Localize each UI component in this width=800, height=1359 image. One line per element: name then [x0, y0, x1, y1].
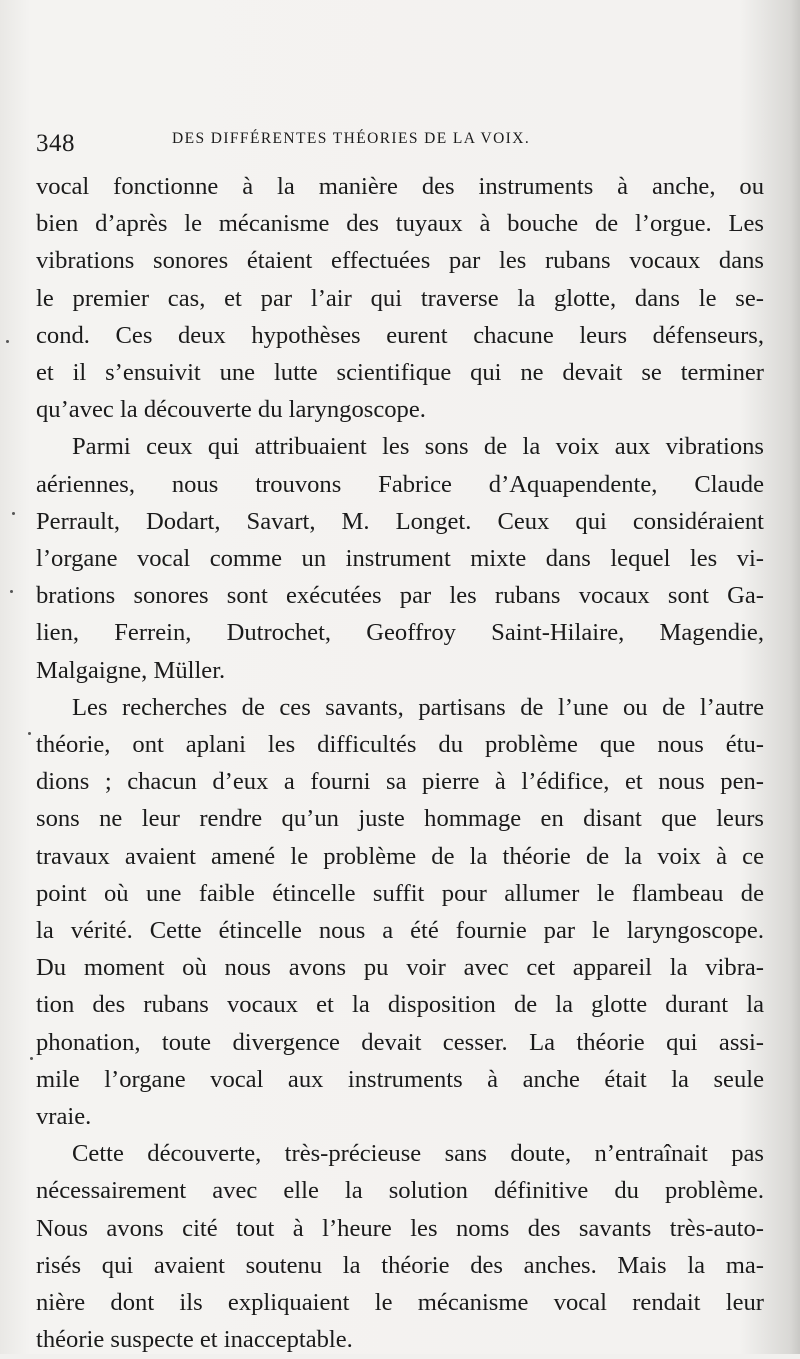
text-line: travaux avaient amené le problème de la théorie de la voix à ce — [36, 842, 764, 870]
text-line: Parmi ceux qui attribuaient les sons de la voix aux vibrations — [72, 433, 764, 461]
text-line: Perrault, Dodart, Savart, M. Longet. Ceux qui considéraient — [36, 507, 764, 535]
running-head: DES DIFFÉRENTES THÉORIES DE LA VOIX. — [172, 130, 531, 147]
text-line: dions ; chacun d’eux a fourni sa pierre à l’édifice, et nous pen- — [36, 768, 764, 796]
text-line: point où une faible étincelle suffit pour allumer le flambeau de — [36, 879, 764, 907]
text-line: vibrations sonores étaient effectuées par les rubans vocaux dans — [36, 247, 764, 275]
text-line: vocal fonctionne à la manière des instruments à anche, ou — [36, 173, 764, 200]
text-line: mile l’organe vocal aux instruments à anche était la seule — [36, 1065, 764, 1093]
text-line: théorie, ont aplani les difficultés du problème que nous étu- — [36, 731, 764, 759]
text-line: et il s’ensuivit une lutte scientifique qui ne devait se terminer — [36, 359, 764, 387]
text-line: lien, Ferrein, Dutrochet, Geoffroy Saint-Hilaire, Magendie, — [36, 619, 764, 647]
margin-speck — [6, 340, 9, 343]
text-line: l’organe vocal comme un instrument mixte dans lequel les vi- — [36, 545, 764, 573]
paragraph-4 — [36, 1135, 764, 1358]
text-line: Les recherches de ces savants, partisans de l’une ou de l’autre — [72, 693, 764, 721]
paragraph-3 — [36, 689, 764, 1135]
paragraph-1 — [36, 168, 764, 428]
margin-speck — [12, 512, 15, 515]
text-line: brations sonores sont exécutées par les rubans vocaux sont Ga- — [36, 582, 764, 610]
text-line: la vérité. Cette étincelle nous a été fournie par le laryngoscope. — [36, 917, 764, 945]
text-line: risés qui avaient soutenu la théorie des anches. Mais la ma- — [36, 1251, 764, 1279]
text-line: Malgaigne, Müller. — [36, 656, 226, 684]
text-line: bien d’après le mécanisme des tuyaux à bouche de l’orgue. Les — [36, 210, 764, 238]
text-line: tion des rubans vocaux et la disposition de la glotte durant la — [36, 991, 764, 1019]
page-header — [36, 120, 756, 160]
margin-speck — [30, 1057, 33, 1060]
text-line: sons ne leur rendre qu’un juste hommage en disant que leurs — [36, 805, 764, 833]
text-line: théorie suspecte et inacceptable. — [36, 1326, 353, 1354]
text-line: nière dont ils expliquaient le mécanisme vocal rendait leur — [36, 1289, 764, 1317]
text-line: nécessairement avec elle la solution définitive du problème. — [36, 1177, 764, 1205]
text-line: cond. Ces deux hypothèses eurent chacune leurs défenseurs, — [36, 321, 764, 349]
paragraph-2 — [36, 428, 764, 688]
page-number: 348 — [36, 130, 75, 157]
text-line: vraie. — [36, 1103, 92, 1131]
text-line: Cette découverte, très-précieuse sans doute, n’entraînait pas — [72, 1140, 764, 1168]
text-line: aériennes, nous trouvons Fabrice d’Aquapendente, Claude — [36, 470, 764, 498]
text-line: le premier cas, et par l’air qui traverse la glotte, dans le se- — [36, 284, 764, 312]
margin-speck — [10, 590, 13, 593]
text-line: Nous avons cité tout à l’heure les noms des savants très-auto- — [36, 1214, 764, 1242]
text-line: qu’avec la découverte du laryngoscope. — [36, 396, 426, 424]
body-text — [36, 168, 764, 1359]
text-line: phonation, toute divergence devait cesser. La théorie qui assi- — [36, 1028, 764, 1056]
margin-speck — [28, 732, 31, 735]
text-line: Du moment où nous avons pu voir avec cet appareil la vibra- — [36, 954, 764, 982]
